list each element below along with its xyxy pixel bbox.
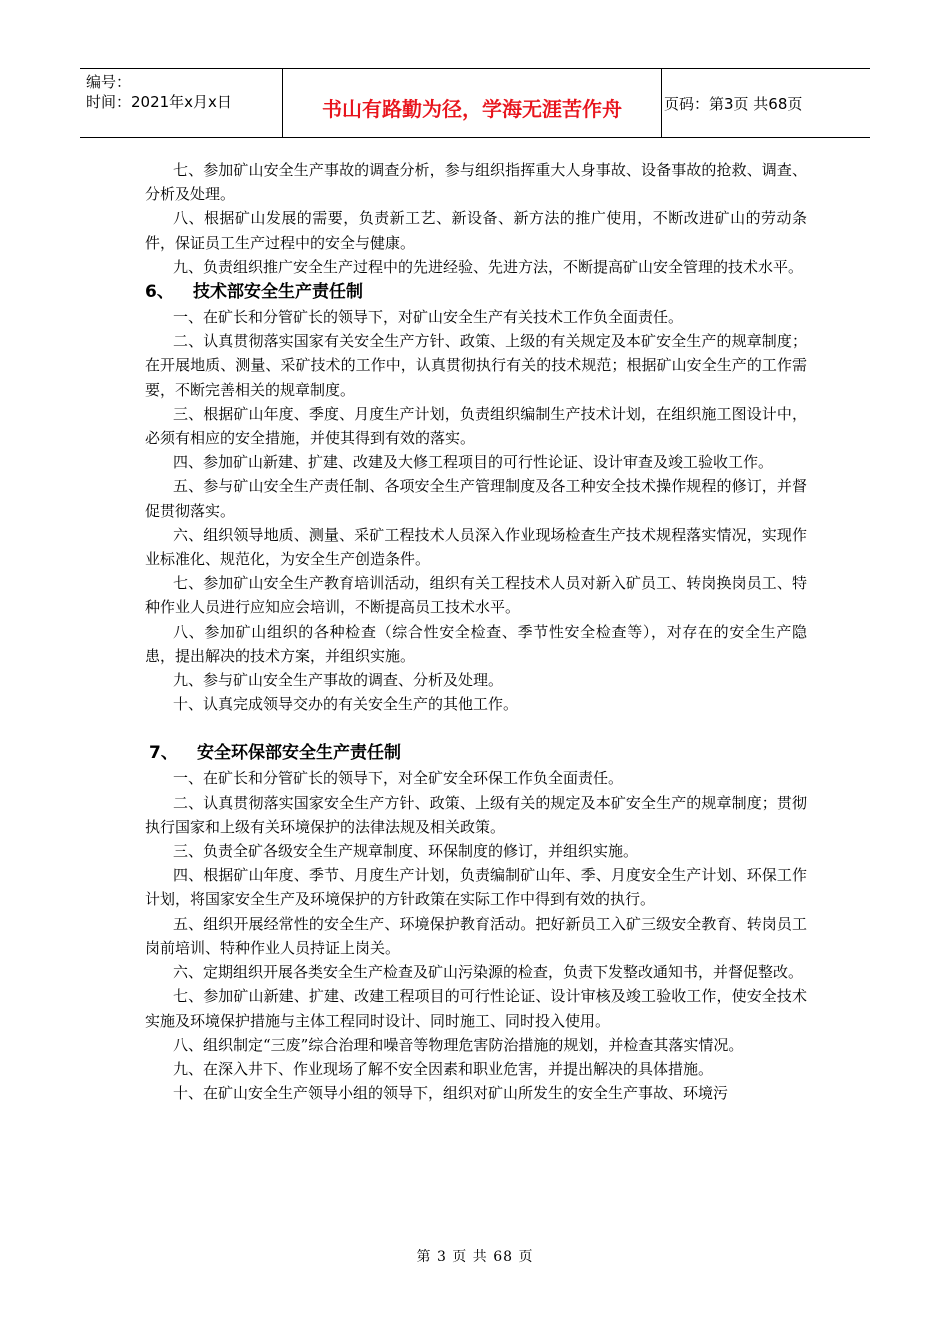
paragraph: 一、在矿长和分管矿长的领导下，对全矿安全环保工作负全面责任。 (173, 769, 624, 788)
paragraph: 十、认真完成领导交办的有关安全生产的其他工作。 (173, 695, 519, 714)
section-title: 安全环保部安全生产责任制 (197, 743, 401, 764)
paragraph: 二、认真贯彻落实国家有关安全生产方针、政策、上级的有关规定及本矿安全生产的规章制度；在开展地质、测量、采矿技术的工作中，认真贯彻执行有关的技术规范；根据矿山安全生产的工作需要，不断完善相关的规章制度。 (145, 332, 807, 399)
paragraph: 九、参与矿山安全生产事故的调查、分析及处理。 (173, 671, 504, 690)
page-header (80, 68, 870, 138)
motto-text: 书山有路勤为径，学海无涯苦作舟 (322, 97, 622, 121)
paragraph: 十、在矿山安全生产领导小组的领导下，组织对矿山所发生的安全生产事故、环境污 (173, 1084, 729, 1103)
section-number: 7、 (149, 743, 178, 764)
paragraph: 五、组织开展经常性的安全生产、环境保护教育活动。把好新员工入矿三级安全教育、转岗员工岗前培训、特种作业人员持证上岗关。 (145, 914, 807, 957)
paragraph: 六、组织领导地质、测量、采矿工程技术人员深入作业现场检查生产技术规程落实情况，实现作业标准化、规范化，为安全生产创造条件。 (145, 525, 807, 569)
section-heading-6 (145, 279, 807, 305)
section-number: 6、 (145, 282, 174, 303)
paragraph: 七、参加矿山新建、扩建、改建工程项目的可行性论证、设计审核及竣工验收工作，使安全技术实施及环境保护措施与主体工程同时设计、同时施工、同时投入使用。 (145, 987, 807, 1030)
paragraph: 二、认真贯彻落实国家安全生产方针、政策、上级有关的规定及本矿安全生产的规章制度；贯彻执行国家和上级有关环境保护的法律法规及相关政策。 (145, 793, 807, 836)
section-heading-7 (149, 740, 807, 766)
document-body (145, 158, 807, 1105)
paragraph: 三、负责全矿各级安全生产规章制度、环保制度的修订，并组织实施。 (173, 842, 639, 861)
paragraph: 七、参加矿山安全生产事故的调查分析，参与组织指挥重大人身事故、设备事故的抢救、调查、分析及处理。 (145, 161, 807, 204)
paragraph: 九、在深入井下、作业现场了解不安全因素和职业危害，并提出解决的具体措施。 (173, 1059, 714, 1078)
paragraph: 七、参加矿山安全生产教育培训活动，组织有关工程技术人员对新入矿员工、转岗换岗员工、特种作业人员进行应知应会培训，不断提高员工技术水平。 (145, 574, 807, 617)
document-code-label: 编号： (86, 73, 132, 91)
header-info-cell (80, 69, 283, 137)
paragraph: 四、根据矿山年度、季节、月度生产计划，负责编制矿山年、季、月度安全生产计划、环保工作计划，将国家安全生产及环境保护的方针政策在实际工作中得到有效的执行。 (145, 866, 807, 909)
paragraph: 九、负责组织推广安全生产过程中的先进经验、先进方法，不断提高矿山安全管理的技术水平。 (173, 257, 804, 276)
page-footer: 第 3 页 共 68 页 (416, 1249, 534, 1265)
header-motto-cell (283, 69, 662, 137)
paragraph: 三、根据矿山年度、季度、月度生产计划，负责组织编制生产技术计划，在组织施工图设计中，必须有相应的安全措施，并使其得到有效的落实。 (145, 404, 807, 448)
header-page-number: 页码：第3页 共68页 (664, 95, 803, 113)
paragraph: 八、组织制定“三废”综合治理和噪音等物理危害防治措施的规划，并检查其落实情况。 (173, 1035, 744, 1054)
paragraph: 一、在矿长和分管矿长的领导下，对矿山安全生产有关技术工作负全面责任。 (173, 308, 684, 327)
paragraph: 五、参与矿山安全生产责任制、各项安全生产管理制度及各工种安全技术操作规程的修订，并督促贯彻落实。 (145, 477, 807, 520)
paragraph: 八、参加矿山组织的各种检查（综合性安全检查、季节性安全检查等），对存在的安全生产隐患，提出解决的技术方案，并组织实施。 (145, 622, 807, 665)
paragraph: 六、定期组织开展各类安全生产检查及矿山污染源的检查，负责下发整改通知书，并督促整改。 (173, 963, 804, 982)
header-page-cell (662, 69, 870, 137)
document-date: 时间：2021年x月x日 (86, 93, 232, 111)
section-title: 技术部安全生产责任制 (193, 282, 363, 303)
spacer (145, 716, 807, 740)
paragraph: 八、根据矿山发展的需要，负责新工艺、新设备、新方法的推广使用，不断改进矿山的劳动条件，保证员工生产过程中的安全与健康。 (145, 209, 807, 252)
paragraph: 四、参加矿山新建、扩建、改建及大修工程项目的可行性论证、设计审查及竣工验收工作。 (173, 453, 774, 472)
